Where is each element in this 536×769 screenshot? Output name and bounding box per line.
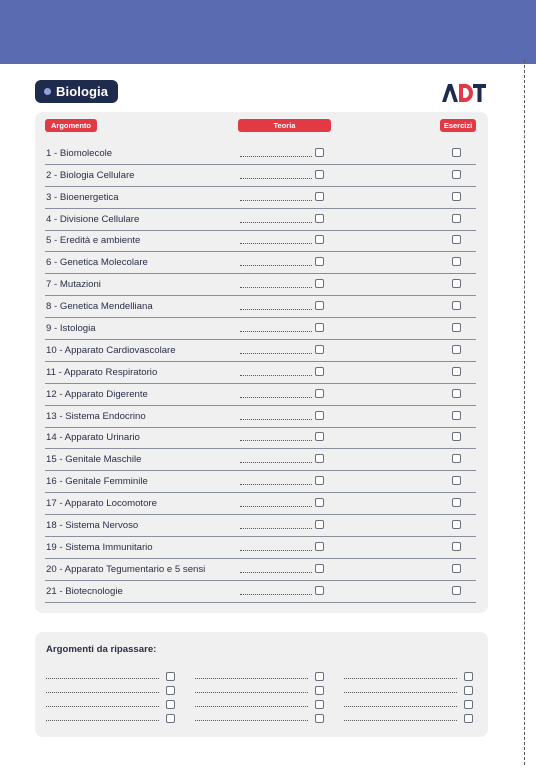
topic-label: 14 - Apparato Urinario	[46, 432, 140, 444]
theory-checkbox[interactable]	[315, 367, 324, 376]
review-checkbox[interactable]	[464, 686, 473, 695]
review-checkbox[interactable]	[315, 672, 324, 681]
table-row	[45, 471, 476, 493]
exercises-checkbox[interactable]	[452, 301, 461, 310]
dotted-line	[240, 265, 312, 266]
review-checkbox[interactable]	[464, 700, 473, 709]
topic-label: 5 - Eredità e ambiente	[46, 235, 141, 247]
review-checkbox[interactable]	[464, 714, 473, 723]
review-line	[46, 668, 180, 682]
table-row	[45, 274, 476, 296]
dot-icon	[44, 88, 51, 95]
dotted-line	[344, 706, 457, 707]
exercises-checkbox[interactable]	[452, 345, 461, 354]
topic-label: 16 - Genitale Femminile	[46, 476, 148, 488]
topic-label: 4 - Divisione Cellulare	[46, 213, 140, 225]
exercises-checkbox[interactable]	[452, 323, 461, 332]
review-line	[195, 710, 329, 724]
dotted-line	[240, 156, 312, 157]
theory-checkbox[interactable]	[315, 257, 324, 266]
table-row	[45, 362, 476, 384]
table-row	[45, 537, 476, 559]
table-row	[45, 187, 476, 209]
dotted-line	[240, 309, 312, 310]
table-row	[45, 318, 476, 340]
review-line	[344, 682, 478, 696]
exercises-checkbox[interactable]	[452, 279, 461, 288]
topic-label: 9 - Istologia	[46, 323, 96, 335]
dotted-line	[195, 706, 308, 707]
table-row	[45, 296, 476, 318]
adt-logo	[442, 84, 486, 102]
exercises-checkbox[interactable]	[452, 411, 461, 420]
table-row	[45, 209, 476, 231]
topic-label: 17 - Apparato Locomotore	[46, 498, 157, 510]
dotted-line	[344, 720, 457, 721]
theory-checkbox[interactable]	[315, 564, 324, 573]
dotted-line	[195, 678, 308, 679]
dotted-line	[240, 550, 312, 551]
dotted-line	[46, 678, 159, 679]
table-row	[45, 143, 476, 165]
review-line	[46, 696, 180, 710]
exercises-checkbox[interactable]	[452, 235, 461, 244]
exercises-checkbox[interactable]	[452, 476, 461, 485]
table-row	[45, 252, 476, 274]
exercises-checkbox[interactable]	[452, 170, 461, 179]
theory-checkbox[interactable]	[315, 586, 324, 595]
topic-label: 20 - Apparato Tegumentario e 5 sensi	[46, 563, 206, 575]
header-exercises: Esercizi	[440, 119, 476, 132]
theory-checkbox[interactable]	[315, 214, 324, 223]
table-row	[45, 384, 476, 406]
review-line	[344, 710, 478, 724]
review-title: Argomenti da ripassare:	[46, 644, 157, 655]
table-row	[45, 428, 476, 450]
subject-label: Biologia	[56, 84, 109, 99]
dotted-line	[240, 440, 312, 441]
top-color-band	[0, 0, 536, 64]
review-line	[195, 682, 329, 696]
theory-checkbox[interactable]	[315, 454, 324, 463]
theory-checkbox[interactable]	[315, 476, 324, 485]
theory-checkbox[interactable]	[315, 192, 324, 201]
theory-checkbox[interactable]	[315, 389, 324, 398]
review-checkbox[interactable]	[464, 672, 473, 681]
dotted-line	[46, 706, 159, 707]
exercises-checkbox[interactable]	[452, 389, 461, 398]
dotted-line	[240, 375, 312, 376]
review-line	[46, 710, 180, 724]
dotted-line	[344, 678, 457, 679]
topic-label: 18 - Sistema Nervoso	[46, 520, 139, 532]
theory-checkbox[interactable]	[315, 279, 324, 288]
dotted-line	[240, 222, 312, 223]
exercises-checkbox[interactable]	[452, 214, 461, 223]
review-line	[195, 668, 329, 682]
topic-label: 10 - Apparato Cardiovascolare	[46, 344, 176, 356]
topic-label: 8 - Genetica Mendelliana	[46, 301, 153, 313]
dotted-line	[240, 506, 312, 507]
theory-checkbox[interactable]	[315, 542, 324, 551]
theory-checkbox[interactable]	[315, 498, 324, 507]
topic-label: 6 - Genetica Molecolare	[46, 257, 148, 269]
theory-checkbox[interactable]	[315, 411, 324, 420]
table-row	[45, 493, 476, 515]
theory-checkbox[interactable]	[315, 170, 324, 179]
topic-label: 2 - Biologia Cellulare	[46, 169, 135, 181]
dotted-line	[240, 594, 312, 595]
dotted-line	[240, 353, 312, 354]
theory-checkbox[interactable]	[315, 323, 324, 332]
exercises-checkbox[interactable]	[452, 586, 461, 595]
review-checkbox[interactable]	[315, 714, 324, 723]
exercises-checkbox[interactable]	[452, 542, 461, 551]
dotted-line	[240, 419, 312, 420]
table-row	[45, 340, 476, 362]
exercises-checkbox[interactable]	[452, 367, 461, 376]
header-theory: Teoria	[238, 119, 331, 132]
dotted-line	[240, 200, 312, 201]
theory-checkbox[interactable]	[315, 301, 324, 310]
exercises-checkbox[interactable]	[452, 564, 461, 573]
theory-checkbox[interactable]	[315, 235, 324, 244]
topic-label: 21 - Biotecnologie	[46, 585, 123, 597]
subject-badge	[35, 80, 118, 103]
review-line	[46, 682, 180, 696]
review-line	[195, 696, 329, 710]
table-row	[45, 165, 476, 187]
dotted-line	[240, 243, 312, 244]
topic-label: 13 - Sistema Endocrino	[46, 410, 146, 422]
review-panel	[35, 632, 488, 737]
dotted-line	[195, 720, 308, 721]
dotted-line	[240, 287, 312, 288]
table-row	[45, 406, 476, 428]
exercises-checkbox[interactable]	[452, 498, 461, 507]
dotted-line	[240, 462, 312, 463]
topic-label: 7 - Mutazioni	[46, 279, 101, 291]
review-line	[344, 696, 478, 710]
review-checkbox[interactable]	[315, 686, 324, 695]
table-row	[45, 515, 476, 537]
dotted-line	[240, 178, 312, 179]
topic-label: 12 - Apparato Digerente	[46, 388, 148, 400]
topic-label: 3 - Bioenergetica	[46, 191, 119, 203]
dotted-line	[195, 692, 308, 693]
topic-label: 15 - Genitale Maschile	[46, 454, 142, 466]
topic-label: 11 - Apparato Respiratorio	[46, 366, 158, 378]
topic-label: 19 - Sistema Immunitario	[46, 541, 153, 553]
exercises-checkbox[interactable]	[452, 454, 461, 463]
dotted-line	[344, 692, 457, 693]
exercises-checkbox[interactable]	[452, 257, 461, 266]
dotted-line	[46, 692, 159, 693]
table-row	[45, 559, 476, 581]
table-row	[45, 581, 476, 603]
header-topic: Argomento	[45, 119, 97, 132]
topic-label: 1 - Biomolecole	[46, 147, 113, 159]
table-row	[45, 449, 476, 471]
review-checkbox[interactable]	[315, 700, 324, 709]
exercises-checkbox[interactable]	[452, 520, 461, 529]
dotted-line	[240, 484, 312, 485]
topics-list	[45, 143, 476, 603]
review-checkbox[interactable]	[166, 714, 175, 723]
review-checkbox[interactable]	[166, 672, 175, 681]
theory-checkbox[interactable]	[315, 345, 324, 354]
dotted-line	[46, 720, 159, 721]
exercises-checkbox[interactable]	[452, 432, 461, 441]
review-line	[344, 668, 478, 682]
dotted-line	[240, 331, 312, 332]
exercises-checkbox[interactable]	[452, 192, 461, 201]
exercises-checkbox[interactable]	[452, 148, 461, 157]
dotted-line	[240, 572, 312, 573]
dotted-line	[240, 397, 312, 398]
review-checkbox[interactable]	[166, 686, 175, 695]
review-checkbox[interactable]	[166, 700, 175, 709]
theory-checkbox[interactable]	[315, 520, 324, 529]
theory-checkbox[interactable]	[315, 148, 324, 157]
dotted-line	[240, 528, 312, 529]
dashed-cut-line	[524, 60, 525, 765]
theory-checkbox[interactable]	[315, 432, 324, 441]
table-row	[45, 231, 476, 253]
